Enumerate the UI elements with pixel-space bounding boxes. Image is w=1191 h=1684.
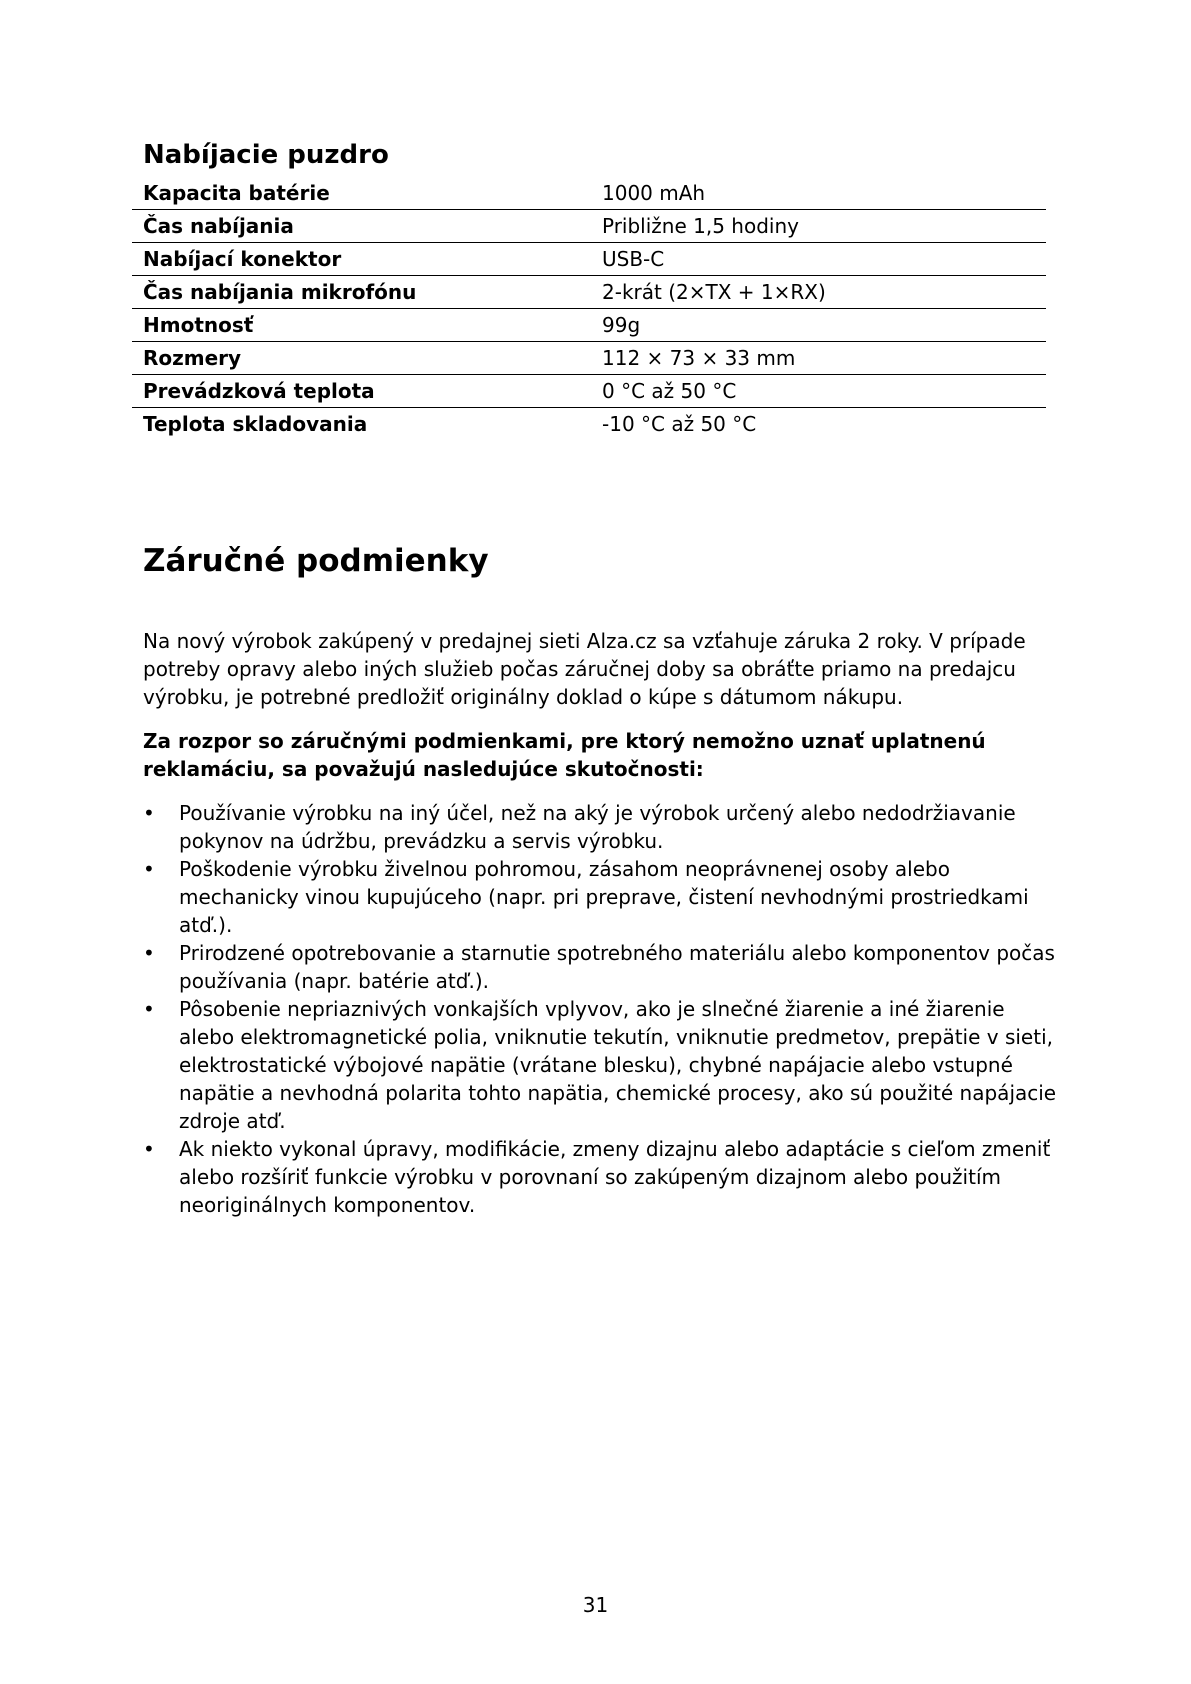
list-item-text: Pôsobenie nepriaznivých vonkajších vplyvov, ako je slnečné žiarenie a iné žiarenie alebo elektromagnetické polia, vniknutie tekutín, vniknutie predmetov, prepätie v sieti, elektrostatické výbojové napätie (vrátane blesku), chybné napájacie alebo vstupné napätie a nevhodná polarita tohto napätia, chemické procesy, ako sú použité napájacie zdroje atď. — [179, 997, 1057, 1133]
spec-label: Čas nabíjania — [143, 214, 294, 238]
spec-value: USB-C — [602, 247, 665, 271]
spec-label: Kapacita batérie — [143, 181, 330, 205]
spec-label: Čas nabíjania mikrofónu — [143, 280, 417, 304]
bullet-icon: • — [143, 941, 155, 965]
list-item — [143, 855, 1063, 939]
bullet-icon: • — [143, 997, 155, 1021]
list-item-text: Prirodzené opotrebovanie a starnutie spotrebného materiálu alebo komponentov počas používania (napr. batérie atď.). — [179, 941, 1055, 993]
list-item-text: Poškodenie výrobku živelnou pohromou, zásahom neoprávnenej osoby alebo mechanicky vinou kupujúceho (napr. pri preprave, čistení nevhodnými prostriedkami atď.). — [179, 857, 1029, 937]
list-item-text: Používanie výrobku na iný účel, než na aký je výrobok určený alebo nedodržiavanie pokynov na údržbu, prevádzku a servis výrobku. — [179, 801, 1016, 853]
list-item — [143, 939, 1063, 995]
charging-case-heading: Nabíjacie puzdro — [143, 140, 389, 170]
spec-value: 99g — [602, 313, 641, 337]
spec-value: 2-krát (2×TX + 1×RX) — [602, 280, 826, 304]
table-row — [132, 309, 1046, 342]
table-row — [132, 210, 1046, 243]
spec-value: 1000 mAh — [602, 181, 706, 205]
bullet-icon: • — [143, 1137, 155, 1161]
table-row — [132, 342, 1046, 375]
spec-value: 112 × 73 × 33 mm — [602, 346, 796, 370]
table-row — [132, 375, 1046, 408]
table-row — [132, 408, 1046, 441]
bullet-icon: • — [143, 801, 155, 825]
page-number: 31 — [582, 1593, 609, 1617]
table-row — [132, 276, 1046, 309]
list-item-text: Ak niekto vykonal úpravy, modifikácie, zmeny dizajnu alebo adaptácie s cieľom zmeniť alebo rozšíriť funkcie výrobku v porovnaní so zakúpeným dizajnom alebo použitím neoriginálnych komponentov. — [179, 1137, 1051, 1217]
spec-label: Rozmery — [143, 346, 242, 370]
list-item — [143, 1135, 1063, 1219]
warranty-intro-paragraph: Na nový výrobok zakúpený v predajnej sieti Alza.cz sa vzťahuje záruka 2 roky. V prípade potreby opravy alebo iných služieb počas záručnej doby sa obráťte priamo na predajcu výrobku, je potrebné predložiť originálny doklad o kúpe s dátumom nákupu. — [143, 629, 1026, 709]
list-item — [143, 995, 1063, 1135]
spec-label: Teplota skladovania — [143, 412, 368, 436]
warranty-exclusions-list — [143, 799, 1063, 1219]
spec-label: Hmotnosť — [143, 313, 254, 337]
table-row — [132, 177, 1046, 210]
spec-value: 0 °C až 50 °C — [602, 379, 737, 403]
specs-table — [132, 177, 1046, 440]
spec-value: -10 °C až 50 °C — [602, 412, 757, 436]
warranty-exclusions-intro: Za rozpor so záručnými podmienkami, pre ktorý nemožno uznať uplatnenú reklamáciu, sa považujú nasledujúce skutočnosti: — [143, 729, 986, 781]
spec-label: Nabíjací konektor — [143, 247, 342, 271]
spec-value: Približne 1,5 hodiny — [602, 214, 799, 238]
warranty-heading: Záručné podmienky — [143, 543, 489, 579]
bullet-icon: • — [143, 857, 155, 881]
table-row — [132, 243, 1046, 276]
list-item — [143, 799, 1063, 855]
spec-label: Prevádzková teplota — [143, 379, 375, 403]
